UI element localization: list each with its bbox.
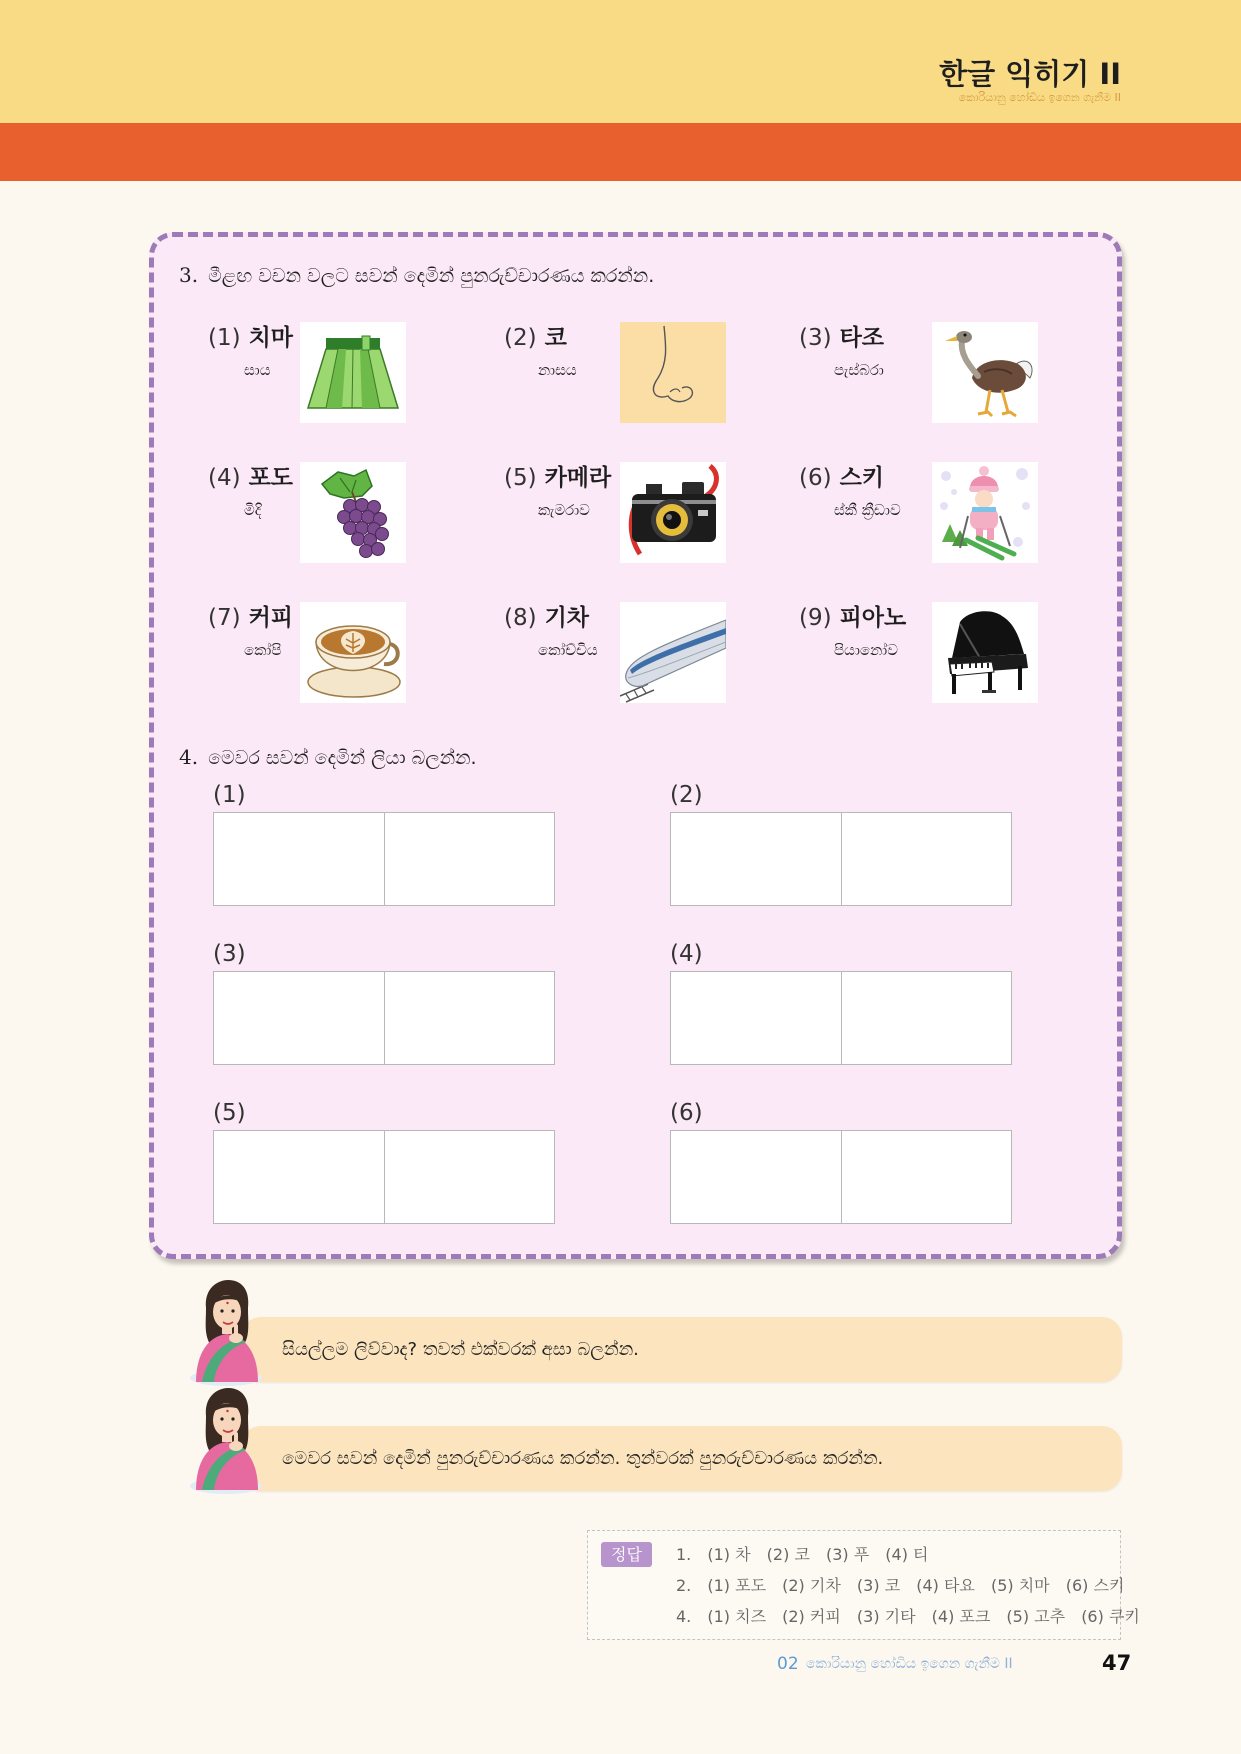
answer-item: (4) 포크: [931, 1607, 991, 1626]
vocab-item-sinhala: පැස්බරා: [834, 361, 884, 379]
answer-line-number: 1.: [676, 1545, 692, 1564]
vocab-item-label: [504, 604, 589, 632]
answer-line-number: 2.: [676, 1576, 692, 1595]
vocab-item-number: (9): [799, 605, 832, 631]
ostrich-illustration: [932, 322, 1038, 423]
answer-item: (1) 치즈: [707, 1607, 767, 1626]
answer-line: [676, 1575, 1135, 1597]
vocab-item-label: [208, 324, 293, 352]
page-title: 한글 익히기 II: [939, 57, 1121, 91]
writing-cell: [214, 1131, 384, 1223]
vocab-item-sinhala: නාසය: [538, 361, 577, 379]
answer-item: (3) 기타: [856, 1607, 916, 1626]
answer-item: (6) 스키: [1065, 1576, 1125, 1595]
exercise-4-heading: [179, 744, 477, 771]
coffee-illustration: [300, 602, 406, 703]
accent-band: [0, 123, 1241, 181]
writing-box-label: (4): [670, 941, 703, 967]
answer-item: (2) 커피: [782, 1607, 841, 1626]
vocab-item-label: [504, 324, 567, 352]
writing-box-label: (1): [213, 782, 246, 808]
writing-cell: [384, 972, 555, 1064]
writing-box-label: (2): [670, 782, 703, 808]
answer-item: (6) 쿠키: [1081, 1607, 1140, 1626]
writing-cell: [841, 972, 1012, 1064]
vocab-item-number: (4): [208, 465, 241, 491]
vocab-item-sinhala: සාය: [244, 361, 271, 379]
exercise-3-number: 3.: [179, 263, 199, 287]
camera-illustration: [620, 462, 726, 563]
writing-cell: [671, 813, 841, 905]
vocab-item-number: (3): [799, 325, 832, 351]
writing-box: [213, 971, 555, 1065]
writing-cell: [384, 1131, 555, 1223]
teacher-avatar-icon: [188, 1386, 266, 1494]
writing-cell: [841, 1131, 1012, 1223]
vocab-item-number: (2): [504, 325, 537, 351]
vocab-item-korean: 기차: [544, 605, 590, 631]
footer-chapter-title: කොරියානු හෝඩිය ඉගෙන ගැනීම II: [806, 1656, 1013, 1672]
vocab-item-sinhala: කැමරාව: [538, 501, 590, 519]
vocab-item-korean: 카메라: [544, 465, 612, 491]
vocab-item-label: [799, 324, 884, 352]
vocab-item-number: (8): [504, 605, 537, 631]
piano-illustration: [932, 602, 1038, 703]
answer-line-number: 4.: [676, 1607, 692, 1626]
skirt-illustration: [300, 322, 406, 423]
writing-box: [213, 812, 555, 906]
writing-cell: [384, 813, 555, 905]
exercise-4-number: 4.: [179, 745, 199, 769]
vocab-item-number: (1): [208, 325, 241, 351]
answer-item: (2) 기차: [782, 1576, 841, 1595]
vocab-item-label: [208, 604, 293, 632]
vocab-item-sinhala: පියානෝව: [834, 641, 898, 659]
writing-cell: [214, 813, 384, 905]
exercise-4-instruction: මෙවර සවන් දෙමින් ලියා බලන්න.: [208, 747, 477, 769]
answer-item: (1) 차: [707, 1545, 751, 1564]
vocab-item-korean: 코: [544, 325, 567, 351]
tip-bubble: [241, 1426, 1122, 1491]
ski-illustration: [932, 462, 1038, 563]
vocab-item-number: (6): [799, 465, 832, 491]
writing-cell: [671, 972, 841, 1064]
page-subtitle: කොරියානු හෝඩිය ඉගෙන ගැනීම II: [958, 91, 1121, 104]
writing-cell: [671, 1131, 841, 1223]
vocab-item-label: [208, 464, 293, 492]
vocab-item-label: [799, 604, 906, 632]
writing-box-label: (3): [213, 941, 246, 967]
vocab-item-sinhala: ස්කී ක්‍රීඩාව: [834, 501, 901, 519]
vocab-item-sinhala: කෝච්චිය: [538, 641, 598, 659]
writing-box: [670, 812, 1012, 906]
answer-line: [676, 1544, 940, 1566]
answer-item: (5) 치마: [990, 1576, 1050, 1595]
grapes-illustration: [300, 462, 406, 563]
vocab-item-sinhala: මිදි: [244, 501, 262, 519]
vocab-item-korean: 타조: [839, 325, 885, 351]
vocab-item-korean: 피아노: [839, 605, 907, 631]
nose-illustration: [620, 322, 726, 423]
answer-key: [587, 1530, 1140, 1640]
writing-box-label: (5): [213, 1100, 246, 1126]
vocab-item-label: [799, 464, 884, 492]
teacher-avatar-icon: [188, 1278, 266, 1386]
tip-bubble: [241, 1317, 1122, 1382]
vocab-item-sinhala: කෝපි: [244, 641, 282, 659]
writing-box: [670, 1130, 1012, 1224]
answer-item: (3) 코: [856, 1576, 901, 1595]
page-number: 47: [1102, 1651, 1132, 1675]
writing-box-label: (6): [670, 1100, 703, 1126]
answer-item: (5) 고추: [1006, 1607, 1066, 1626]
answer-item: (4) 티: [885, 1545, 929, 1564]
footer-chapter-number: 02: [777, 1654, 799, 1674]
exercise-3-heading: [179, 262, 654, 289]
writing-box: [213, 1130, 555, 1224]
vocab-item-label: [504, 464, 611, 492]
answer-badge: 정답: [601, 1542, 652, 1567]
writing-cell: [841, 813, 1012, 905]
vocab-item-number: (7): [208, 605, 241, 631]
train-illustration: [620, 602, 726, 703]
answer-item: (3) 푸: [825, 1545, 870, 1564]
answer-item: (1) 포도: [707, 1576, 767, 1595]
writing-box: [670, 971, 1012, 1065]
answer-item: (4) 타요: [916, 1576, 975, 1595]
vocab-item-number: (5): [504, 465, 537, 491]
tip-text: සියල්ලම ලිව්වාද? තවත් එක්වරක් අසා බලන්න.: [282, 1339, 639, 1360]
vocab-item-korean: 커피: [248, 605, 294, 631]
writing-cell: [214, 972, 384, 1064]
answer-item: (2) 코: [766, 1545, 810, 1564]
vocab-item-korean: 포도: [248, 465, 294, 491]
vocab-item-korean: 치마: [248, 325, 294, 351]
tip-text: මෙවර සවන් දෙමින් පුනරුච්චාරණය කරන්න. තුන්වරක් පුනරුච්චාරණය කරන්න.: [282, 1448, 884, 1469]
exercise-3-instruction: මීළඟ වචන වලට සවන් දෙමින් පුනරුච්චාරණය කරන්න.: [208, 265, 655, 287]
answer-line: [676, 1606, 1151, 1628]
vocab-item-korean: 스키: [839, 465, 885, 491]
